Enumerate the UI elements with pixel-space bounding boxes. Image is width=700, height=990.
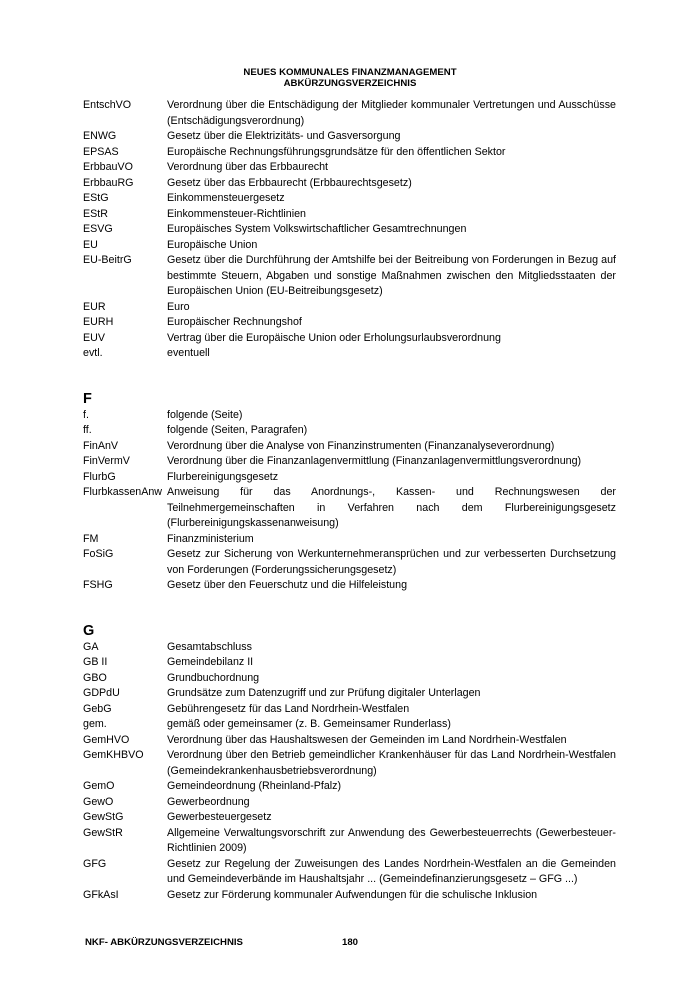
abbreviation: EntschVO	[83, 99, 132, 111]
abbreviation: GDPdU	[83, 687, 120, 699]
section-gap	[83, 362, 616, 391]
definition: gemäß oder gemeinsamer (z. B. Gemeinsamer Runderlass)	[167, 718, 451, 730]
abbreviation: GB II	[83, 656, 108, 668]
abbreviation: GebG	[83, 702, 112, 715]
abbreviation: GemHVO	[83, 733, 130, 746]
abbreviation-entry	[83, 578, 616, 594]
abbreviation: FinVermV	[83, 455, 130, 467]
abbreviation: EUR	[83, 300, 106, 313]
abbreviation: ErbbauVO	[83, 161, 133, 173]
abbreviation: EPSAS	[83, 145, 119, 158]
abbreviation-entry	[83, 439, 616, 455]
definition: Flurbereinigungsgesetz	[167, 470, 279, 483]
section-e	[83, 98, 616, 362]
definition: Gemeindebilanz II	[167, 656, 254, 668]
definition: Verordnung über das Erbbaurecht	[167, 161, 329, 173]
abbreviation: FlurbG	[83, 470, 116, 483]
header-subtitle: ABKÜRZUNGSVERZEICHNIS	[283, 78, 417, 89]
definition: eventuell	[167, 347, 210, 359]
definition: Gesetz über die Elektrizitäts- und Gasversorgung	[167, 130, 401, 142]
abbreviation-entry	[83, 331, 616, 347]
abbreviation: gem.	[83, 718, 107, 730]
abbreviation: ErbbauRG	[83, 176, 134, 189]
abbreviation-entry	[83, 702, 616, 718]
definition: Europäisches System Volkswirtschaftlicher Gesamtrechnungen	[167, 223, 467, 235]
abbreviation: ff.	[83, 424, 92, 436]
abbreviation: EUV	[83, 331, 105, 344]
page-header	[0, 67, 700, 89]
definition: Einkommensteuergesetz	[167, 192, 285, 204]
abbreviation-entry	[83, 547, 616, 578]
definition: Europäische Rechnungsführungsgrundsätze für den öffentlichen Sektor	[167, 145, 506, 158]
abbreviation-entry	[83, 98, 616, 129]
abbreviation: EU-BeitrG	[83, 254, 132, 266]
abbreviation-entry	[83, 238, 616, 254]
abbreviation: EStR	[83, 207, 108, 220]
abbreviation-entry	[83, 176, 616, 192]
definition: Euro	[167, 300, 190, 313]
abbreviation-entry	[83, 733, 616, 749]
abbreviation-entry	[83, 826, 616, 857]
abbreviation: f.	[83, 408, 89, 421]
section-letter: G	[83, 622, 95, 639]
abbreviation-entry	[83, 470, 616, 486]
definition: Verordnung über die Finanzanlagenvermittlung (Finanzanlagenvermittlungsverordnung)	[167, 455, 582, 467]
definition: folgende (Seite)	[167, 408, 243, 421]
abbreviation-entry	[83, 779, 616, 795]
definition: Gebührengesetz für das Land Nordrhein-Westfalen	[167, 702, 410, 715]
abbreviation-entry	[83, 346, 616, 362]
definition: Verordnung über die Analyse von Finanzinstrumenten (Finanzanalyseverordnung)	[167, 439, 555, 452]
definition: Gesetz zur Förderung kommunaler Aufwendungen für die schulische Inklusion	[167, 888, 538, 901]
definition: Allgemeine Verwaltungsvorschrift zur Anwendung des Gewerbesteuerrechts (Gewerbesteuer-Richtlinien 2009)	[167, 826, 616, 854]
definition: folgende (Seiten, Paragrafen)	[167, 424, 308, 436]
definition: Europäische Union	[167, 238, 258, 251]
definition: Anweisung für das Anordnungs-, Kassen- und Rechnungswesen der Teilnehmergemeinschaften in Verfahren nach dem Flurbereinigungsgesetz (Flurbereinigungskassenanweisung)	[167, 486, 616, 529]
abbreviation-entry	[83, 717, 616, 733]
abbreviation-entry	[83, 300, 616, 316]
definition: Gesetz zur Sicherung von Werkunternehmeransprüchen und zur verbesserten Durchsetzung von Forderungen (Forderungssicherungsgesetz)	[167, 548, 616, 576]
abbreviation-entry	[83, 408, 616, 424]
abbreviation-entry	[83, 655, 616, 671]
abbreviation: FoSiG	[83, 548, 114, 560]
abbreviation: GFkAsI	[83, 888, 119, 901]
definition: Gemeindeordnung (Rheinland-Pfalz)	[167, 780, 342, 792]
abbreviation: FM	[83, 532, 99, 545]
footer-title: NKF- ABKÜRZUNGSVERZEICHNIS	[85, 937, 243, 948]
definition: Gewerbeordnung	[167, 795, 250, 808]
definition: Finanzministerium	[167, 532, 254, 545]
abbreviation: GewO	[83, 795, 114, 808]
abbreviation: GewStG	[83, 811, 124, 823]
abbreviation: GFG	[83, 857, 107, 870]
abbreviation: EU	[83, 238, 98, 251]
definition: Verordnung über die Entschädigung der Mitglieder kommunaler Vertretungen und Ausschüsse (Entschädigungsverordnung)	[167, 99, 616, 127]
section-f	[83, 362, 616, 594]
definition: Gesetz über das Erbbaurecht (Erbbaurechtsgesetz)	[167, 176, 412, 189]
abbreviation-entry	[83, 315, 616, 331]
abbreviation-entry	[83, 640, 616, 656]
abbreviation-entry	[83, 253, 616, 300]
definition: Gewerbesteuergesetz	[167, 811, 272, 823]
definition: Verordnung über den Betrieb gemeindlicher Krankenhäuser für das Land Nordrhein-Westfalen (Gemeindekrankenhausbetriebsverordnung)	[167, 749, 616, 777]
definition: Einkommensteuer-Richtlinien	[167, 207, 306, 220]
section-letter: F	[83, 390, 92, 407]
definition: Gesamtabschluss	[167, 640, 252, 653]
abbreviation: GemKHBVO	[83, 749, 144, 761]
abbreviation-entry	[83, 485, 616, 532]
abbreviation-entry	[83, 686, 616, 702]
abbreviation-entry	[83, 795, 616, 811]
abbreviation: FinAnV	[83, 439, 119, 452]
abbreviation-entry	[83, 145, 616, 161]
abbreviation: evtl.	[83, 347, 103, 359]
definition: Grundbuchordnung	[167, 671, 260, 684]
abbreviation-entry	[83, 810, 616, 826]
abbreviation-entry	[83, 129, 616, 145]
abbreviation-entry	[83, 191, 616, 207]
abbreviation: EStG	[83, 192, 109, 204]
definition: Verordnung über das Haushaltswesen der Gemeinden im Land Nordrhein-Westfalen	[167, 733, 567, 746]
abbreviation: ESVG	[83, 223, 113, 235]
abbreviation-entry	[83, 857, 616, 888]
abbreviation: FSHG	[83, 579, 113, 591]
abbreviation-entry	[83, 454, 616, 470]
abbreviation-entry	[83, 222, 616, 238]
abbreviation: EURH	[83, 316, 114, 328]
page-footer	[85, 937, 615, 948]
abbreviation: GewStR	[83, 826, 123, 839]
abbreviation-entry	[83, 532, 616, 548]
page-number: 180	[342, 937, 359, 948]
definition: Gesetz über den Feuerschutz und die Hilfeleistung	[167, 579, 408, 591]
section-gap	[83, 594, 616, 623]
abbreviation-entry	[83, 207, 616, 223]
abbreviation-entry	[83, 888, 616, 904]
definition: Grundsätze zum Datenzugriff und zur Prüfung digitaler Unterlagen	[167, 687, 481, 699]
header-title: NEUES KOMMUNALES FINANZMANAGEMENT	[243, 67, 457, 78]
abbreviation: GemO	[83, 780, 115, 792]
definition: Vertrag über die Europäische Union oder Erholungsurlaubsverordnung	[167, 331, 501, 344]
abbreviation: ENWG	[83, 130, 117, 142]
abbreviation: GA	[83, 640, 99, 653]
abbreviation: FlurbkassenAnw	[83, 486, 163, 498]
definition: Gesetz über die Durchführung der Amtshilfe bei der Beitreibung von Forderungen in Bezug auf bestimmte Steuern, Abgaben und sonstige Maßnahmen zwischen den Mitgliedsstaaten der Europäischen Union (EU-Beitreibungsgesetz)	[167, 254, 616, 297]
section-g	[83, 594, 616, 904]
abbreviation-entry	[83, 671, 616, 687]
abbreviation: GBO	[83, 671, 107, 684]
abbreviation-entry	[83, 423, 616, 439]
definition: Gesetz zur Regelung der Zuweisungen des Landes Nordrhein-Westfalen an die Gemeinden und Gemeindeverbände im Haushaltsjahr ... (Gemeindefinanzierungsgesetz – GFG ...)	[167, 857, 616, 885]
abbreviation-entry	[83, 160, 616, 176]
abbreviation-entry	[83, 748, 616, 779]
definition: Europäischer Rechnungshof	[167, 316, 302, 328]
abbreviation-list	[83, 98, 616, 903]
